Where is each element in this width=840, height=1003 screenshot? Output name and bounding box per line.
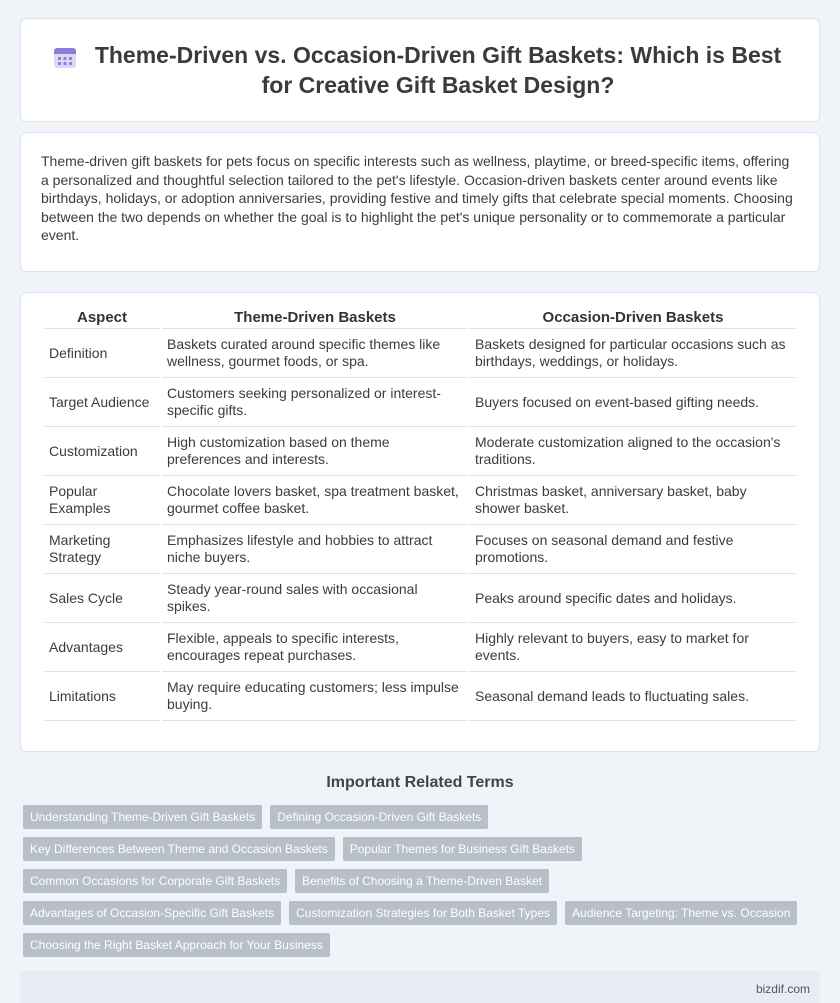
table-row <box>44 672 796 721</box>
row-aspect: Limitations <box>44 672 160 721</box>
page-title: Theme-Driven vs. Occasion-Driven Gift Baskets: Which is Best for Creative Gift Basket Design? <box>94 42 782 98</box>
table-header-row <box>44 305 796 329</box>
row-occasion-value: Baskets designed for particular occasions such as birthdays, weddings, or holidays. <box>470 329 796 378</box>
row-occasion-value: Buyers focused on event-based gifting needs. <box>470 378 796 427</box>
row-occasion-value: Seasonal demand leads to fluctuating sales. <box>470 672 796 721</box>
table-row <box>44 378 796 427</box>
header-aspect: Aspect <box>44 305 160 329</box>
row-theme-value: Chocolate lovers basket, spa treatment basket, gourmet coffee basket. <box>162 476 468 525</box>
table-row <box>44 476 796 525</box>
table-row <box>44 329 796 378</box>
row-occasion-value: Focuses on seasonal demand and festive promotions. <box>470 525 796 574</box>
row-theme-value: Flexible, appeals to specific interests, encourages repeat purchases. <box>162 623 468 672</box>
table-row <box>44 623 796 672</box>
row-occasion-value: Highly relevant to buyers, easy to market for events. <box>470 623 796 672</box>
header-occasion-driven: Occasion-Driven Baskets <box>470 305 796 329</box>
row-aspect: Definition <box>44 329 160 378</box>
related-tag-link[interactable]: Popular Themes for Business Gift Baskets <box>343 837 582 861</box>
intro-paragraph: Theme-driven gift baskets for pets focus on specific interests such as wellness, playtime, or breed-specific items, offering a personalized and thoughtful selection tailored to the pet's lifestyle. Occasion-driven baskets center around events like birthdays, holidays, or adoption anniversaries, providing festive and timely gifts that celebrate special moments. Choosing between the two depends on whether the goal is to highlight the pet's unique personality or to commemorate a particular event. <box>41 153 793 244</box>
row-aspect: Sales Cycle <box>44 574 160 623</box>
table-row <box>44 525 796 574</box>
row-aspect: Customization <box>44 427 160 476</box>
related-tag-link[interactable]: Customization Strategies for Both Basket Types <box>289 901 557 925</box>
row-aspect: Target Audience <box>44 378 160 427</box>
row-occasion-value: Christmas basket, anniversary basket, baby shower basket. <box>470 476 796 525</box>
comparison-card <box>20 292 820 752</box>
row-aspect: Advantages <box>44 623 160 672</box>
footer <box>20 971 820 1003</box>
footer-site-link[interactable]: bizdif.com <box>755 981 810 996</box>
row-occasion-value: Peaks around specific dates and holidays. <box>470 574 796 623</box>
row-theme-value: May require educating customers; less impulse buying. <box>162 672 468 721</box>
row-theme-value: Baskets curated around specific themes like wellness, gourmet foods, or spa. <box>162 329 468 378</box>
row-theme-value: Steady year-round sales with occasional spikes. <box>162 574 468 623</box>
row-theme-value: High customization based on theme preferences and interests. <box>162 427 468 476</box>
related-tag-link[interactable]: Advantages of Occasion-Specific Gift Baskets <box>23 901 281 925</box>
calendar-icon <box>52 44 78 70</box>
row-occasion-value: Moderate customization aligned to the occasion's traditions. <box>470 427 796 476</box>
row-theme-value: Customers seeking personalized or interest-specific gifts. <box>162 378 468 427</box>
related-terms-title: Important Related Terms <box>326 774 514 791</box>
related-tags <box>23 805 813 965</box>
related-tag-link[interactable]: Common Occasions for Corporate Gift Baskets <box>23 869 287 893</box>
row-theme-value: Emphasizes lifestyle and hobbies to attract niche buyers. <box>162 525 468 574</box>
title-card <box>20 18 820 122</box>
header-theme-driven: Theme-Driven Baskets <box>162 305 468 329</box>
related-tag-link[interactable]: Choosing the Right Basket Approach for Your Business <box>23 933 330 957</box>
comparison-table <box>42 305 798 721</box>
related-tag-link[interactable]: Defining Occasion-Driven Gift Baskets <box>270 805 488 829</box>
title-wrap <box>52 40 788 100</box>
row-aspect: Marketing Strategy <box>44 525 160 574</box>
related-tag-link[interactable]: Key Differences Between Theme and Occasion Baskets <box>23 837 335 861</box>
related-tag-link[interactable]: Understanding Theme-Driven Gift Baskets <box>23 805 262 829</box>
related-tag-link[interactable]: Audience Targeting: Theme vs. Occasion <box>565 901 797 925</box>
related-tag-link[interactable]: Benefits of Choosing a Theme-Driven Basket <box>295 869 549 893</box>
row-aspect: Popular Examples <box>44 476 160 525</box>
table-row <box>44 427 796 476</box>
intro-card <box>20 132 820 272</box>
table-row <box>44 574 796 623</box>
